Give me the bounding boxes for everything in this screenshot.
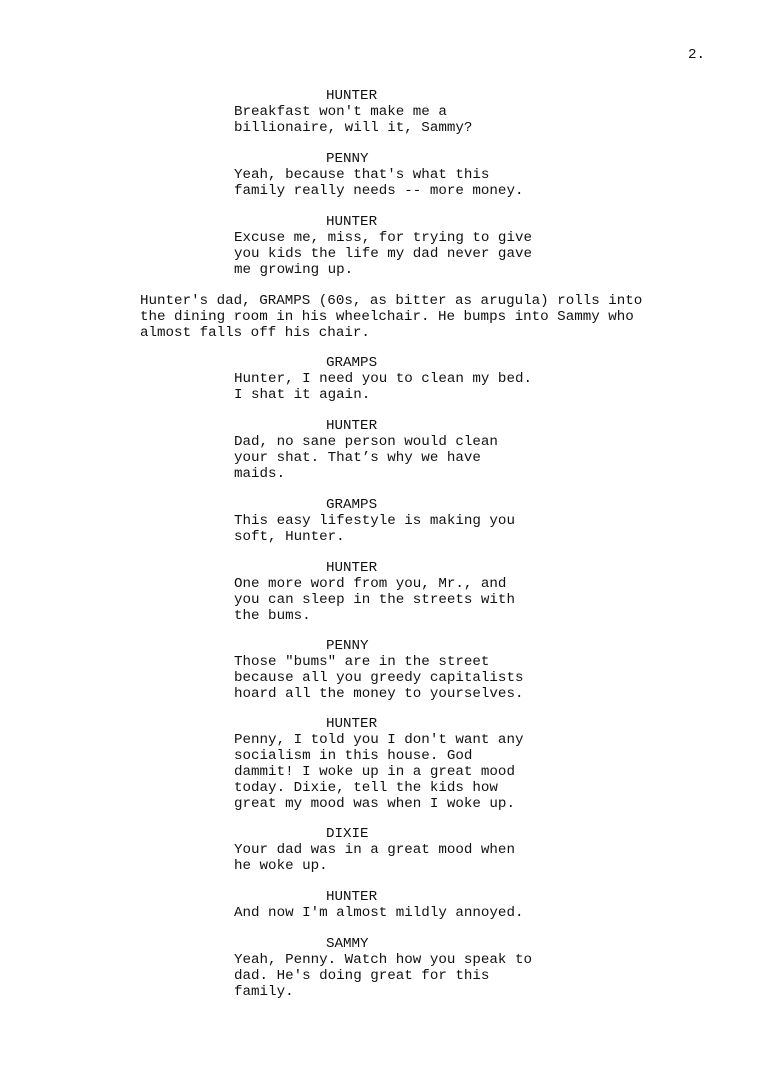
- dialogue-line: your shat. That’s why we have: [234, 450, 481, 466]
- dialogue-line: Hunter, I need you to clean my bed.: [234, 371, 532, 387]
- dialogue-line: Yeah, because that's what this: [234, 167, 490, 183]
- dialogue-line: billionaire, will it, Sammy?: [234, 120, 473, 136]
- dialogue-line: Penny, I told you I don't want any: [234, 732, 524, 748]
- action-line: Hunter's dad, GRAMPS (60s, as bitter as arugula) rolls into: [140, 293, 643, 309]
- dialogue-line: me growing up.: [234, 262, 354, 278]
- dialogue-line: great my mood was when I woke up.: [234, 796, 515, 812]
- dialogue-line: Breakfast won't make me a: [234, 104, 447, 120]
- character-name: HUNTER: [326, 716, 378, 732]
- dialogue-line: Dad, no sane person would clean: [234, 434, 498, 450]
- dialogue-line: dammit! I woke up in a great mood: [234, 764, 515, 780]
- dialogue-line: Excuse me, miss, for trying to give: [234, 230, 532, 246]
- character-name: DIXIE: [326, 826, 369, 842]
- dialogue-line: And now I'm almost mildly annoyed.: [234, 905, 524, 921]
- page-number: 2.: [688, 47, 706, 63]
- character-name: GRAMPS: [326, 497, 378, 513]
- dialogue-line: hoard all the money to yourselves.: [234, 686, 524, 702]
- character-name: HUNTER: [326, 560, 378, 576]
- dialogue-line: This easy lifestyle is making you: [234, 513, 515, 529]
- dialogue-line: One more word from you, Mr., and: [234, 576, 507, 592]
- dialogue-line: the bums.: [234, 608, 311, 624]
- dialogue-line: because all you greedy capitalists: [234, 670, 524, 686]
- action-line: almost falls off his chair.: [140, 325, 370, 341]
- dialogue-line: Your dad was in a great mood when: [234, 842, 515, 858]
- dialogue-line: family.: [234, 984, 294, 1000]
- character-name: PENNY: [326, 151, 369, 167]
- character-name: GRAMPS: [326, 355, 378, 371]
- dialogue-line: family really needs -- more money.: [234, 183, 524, 199]
- character-name: HUNTER: [326, 418, 378, 434]
- dialogue-line: Those "bums" are in the street: [234, 654, 490, 670]
- dialogue-line: you can sleep in the streets with: [234, 592, 515, 608]
- dialogue-line: maids.: [234, 466, 286, 482]
- dialogue-line: I shat it again.: [234, 387, 371, 403]
- character-name: HUNTER: [326, 214, 378, 230]
- dialogue-line: today. Dixie, tell the kids how: [234, 780, 498, 796]
- dialogue-line: dad. He's doing great for this: [234, 968, 490, 984]
- character-name: SAMMY: [326, 936, 369, 952]
- dialogue-line: he woke up.: [234, 858, 328, 874]
- character-name: HUNTER: [326, 88, 378, 104]
- character-name: PENNY: [326, 638, 369, 654]
- dialogue-line: soft, Hunter.: [234, 529, 345, 545]
- character-name: HUNTER: [326, 889, 378, 905]
- action-line: the dining room in his wheelchair. He bumps into Sammy who: [140, 309, 634, 325]
- dialogue-line: socialism in this house. God: [234, 748, 473, 764]
- dialogue-line: you kids the life my dad never gave: [234, 246, 532, 262]
- dialogue-line: Yeah, Penny. Watch how you speak to: [234, 952, 532, 968]
